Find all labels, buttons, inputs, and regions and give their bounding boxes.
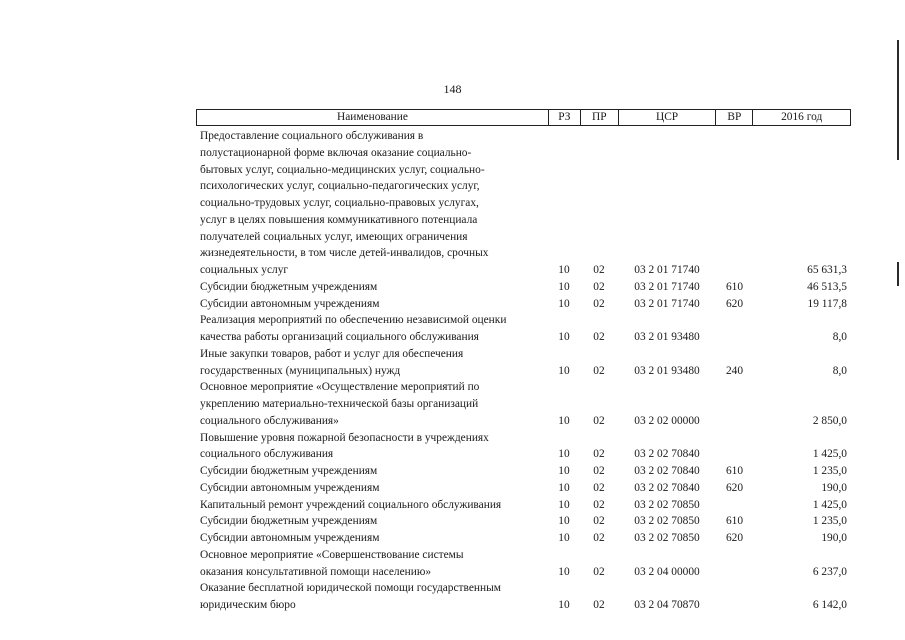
row-rz: 10 <box>558 532 570 544</box>
row-rz: 10 <box>558 364 570 377</box>
row-name-line: получателей социальных услуг, имеющих ограничения <box>200 230 468 243</box>
row-year: 190,0 <box>821 481 847 494</box>
row-name-line: Повышение уровня пожарной безопасности в учреждениях <box>200 431 489 444</box>
row-name-line: жизнедеятельности, в том числе детей-инвалидов, срочных <box>200 247 489 260</box>
row-pr: 02 <box>593 364 605 377</box>
row-name <box>196 312 548 346</box>
table-row <box>196 530 851 547</box>
row-pr: 02 <box>593 465 605 477</box>
header-csr: ЦСР <box>618 110 716 125</box>
row-vr: 610 <box>725 515 744 528</box>
row-name-line: социально-трудовых услуг, социально-правовых услугах, <box>200 197 479 209</box>
row-csr: 03 2 01 71740 <box>634 264 700 276</box>
row-name-line: Субсидии бюджетным учреждениям <box>200 465 378 477</box>
row-name <box>196 497 548 514</box>
header-year: 2016 год <box>752 110 850 125</box>
row-name-line: Субсидии бюджетным учреждениям <box>200 280 378 293</box>
row-vr: 240 <box>725 364 744 377</box>
row-rz: 10 <box>558 465 570 477</box>
row-csr: 03 2 04 70870 <box>634 599 700 611</box>
table-row <box>196 463 851 480</box>
table-row <box>196 497 851 514</box>
row-rz: 10 <box>558 599 570 611</box>
row-name <box>196 346 548 380</box>
row-name-line: социального обслуживания <box>200 448 334 461</box>
row-name-line: услуг в целях повышения коммуникативного потенциала <box>200 213 478 226</box>
row-name <box>196 296 548 313</box>
row-csr: 03 2 01 71740 <box>634 280 700 293</box>
row-pr: 02 <box>593 532 605 544</box>
row-year: 2 850,0 <box>812 414 847 427</box>
row-name <box>196 480 548 497</box>
table-row <box>196 547 851 581</box>
row-name <box>196 379 548 429</box>
row-pr: 02 <box>593 331 605 343</box>
scan-edge-mark <box>897 262 899 286</box>
row-pr: 02 <box>593 448 605 461</box>
row-pr: 02 <box>593 280 605 293</box>
row-name-line: государственных (муниципальных) нужд <box>200 364 401 377</box>
row-rz: 10 <box>558 414 570 427</box>
row-name-line: Иные закупки товаров, работ и услуг для обеспечения <box>200 347 464 360</box>
row-year: 6 237,0 <box>812 565 847 578</box>
row-name-line: качества работы организаций социального обслуживания <box>200 331 479 343</box>
row-name-line: оказания консультативной помощи населению» <box>200 565 432 578</box>
row-vr: 620 <box>725 481 744 494</box>
row-rz: 10 <box>558 297 570 310</box>
row-name <box>196 430 548 464</box>
row-name <box>196 530 548 547</box>
row-name-line: Оказание бесплатной юридической помощи государственным <box>200 582 501 595</box>
row-name <box>196 128 548 279</box>
table-row <box>196 480 851 497</box>
header-vr: ВР <box>715 110 752 125</box>
row-csr: 03 2 02 70850 <box>634 532 700 544</box>
row-year: 1 425,0 <box>812 448 847 461</box>
row-year: 46 513,5 <box>807 280 847 293</box>
row-pr: 02 <box>593 515 605 528</box>
header-pr: ПР <box>580 110 618 125</box>
row-csr: 03 2 01 71740 <box>634 297 700 310</box>
row-csr: 03 2 04 00000 <box>634 565 700 578</box>
table-row <box>196 379 851 429</box>
row-year: 1 235,0 <box>812 465 847 477</box>
row-name-line: Основное мероприятие «Совершенствование системы <box>200 548 464 561</box>
row-pr: 02 <box>593 565 605 578</box>
table-row <box>196 430 851 464</box>
row-csr: 03 2 01 93480 <box>634 364 700 377</box>
table-row <box>196 580 851 614</box>
row-rz: 10 <box>558 565 570 578</box>
table-body <box>196 128 851 614</box>
row-name <box>196 580 548 614</box>
row-rz: 10 <box>558 515 570 528</box>
row-name-line: социального обслуживания» <box>200 414 339 427</box>
row-year: 65 631,3 <box>807 264 847 276</box>
row-vr: 620 <box>725 532 744 544</box>
header-rz: РЗ <box>548 110 580 125</box>
row-csr: 03 2 02 70840 <box>634 481 700 494</box>
row-name-line: психологических услуг, социально-педагогических услуг, <box>200 180 480 193</box>
row-year: 1 235,0 <box>812 515 847 528</box>
row-rz: 10 <box>558 331 570 343</box>
row-pr: 02 <box>593 414 605 427</box>
table-row <box>196 346 851 380</box>
row-name-line: Основное мероприятие «Осуществление мероприятий по <box>200 381 480 394</box>
row-pr: 02 <box>593 297 605 310</box>
row-pr: 02 <box>593 481 605 494</box>
row-rz: 10 <box>558 481 570 494</box>
row-year: 19 117,8 <box>807 297 847 310</box>
row-name-line: Субсидии автономным учреждениям <box>200 297 380 310</box>
row-rz: 10 <box>558 280 570 293</box>
table-row <box>196 296 851 313</box>
row-csr: 03 2 02 70840 <box>634 448 700 461</box>
header-name: Наименование <box>336 111 408 123</box>
row-year: 190,0 <box>821 532 847 544</box>
table-header <box>196 109 851 126</box>
page-number: 148 <box>443 82 462 96</box>
row-pr: 02 <box>593 264 605 276</box>
row-name-line: Субсидии бюджетным учреждениям <box>200 515 378 528</box>
row-name-line: социальных услуг <box>200 264 289 276</box>
row-csr: 03 2 02 70840 <box>634 465 700 477</box>
row-pr: 02 <box>593 599 605 611</box>
row-name <box>196 279 548 296</box>
row-year: 8,0 <box>832 331 847 343</box>
row-year: 1 425,0 <box>812 498 847 511</box>
row-vr: 610 <box>725 280 744 293</box>
row-rz: 10 <box>558 264 570 276</box>
table-row <box>196 513 851 530</box>
row-year: 8,0 <box>832 364 847 377</box>
table-row <box>196 128 851 279</box>
row-name-line: Реализация мероприятий по обеспечению независимой оценки <box>200 314 507 327</box>
row-year: 6 142,0 <box>812 599 847 611</box>
row-rz: 10 <box>558 448 570 461</box>
table-row <box>196 279 851 296</box>
row-csr: 03 2 02 70850 <box>634 515 700 528</box>
scan-edge-mark <box>897 40 899 160</box>
row-name <box>196 513 548 530</box>
row-vr: 620 <box>725 297 744 310</box>
row-csr: 03 2 02 70850 <box>634 498 700 511</box>
row-rz: 10 <box>558 498 570 511</box>
row-name-line: бытовых услуг, социально-медицинских услуг, социально- <box>200 163 485 176</box>
row-vr: 610 <box>725 465 744 477</box>
row-name <box>196 463 548 480</box>
row-name-line: юридическим бюро <box>200 599 296 611</box>
row-name-line: Предоставление социального обслуживания в <box>200 130 424 142</box>
row-csr: 03 2 01 93480 <box>634 331 700 343</box>
row-name-line: Субсидии автономным учреждениям <box>200 532 380 544</box>
budget-table <box>196 109 851 614</box>
row-pr: 02 <box>593 498 605 511</box>
row-name-line: Субсидии автономным учреждениям <box>200 481 380 494</box>
row-name-line: полустационарной форме включая оказание социально- <box>200 146 472 159</box>
row-name <box>196 547 548 581</box>
table-row <box>196 312 851 346</box>
row-name-line: Капитальный ремонт учреждений социального обслуживания <box>200 498 502 511</box>
row-csr: 03 2 02 00000 <box>634 414 700 427</box>
row-name-line: укреплению материально-технической базы организаций <box>200 398 479 410</box>
